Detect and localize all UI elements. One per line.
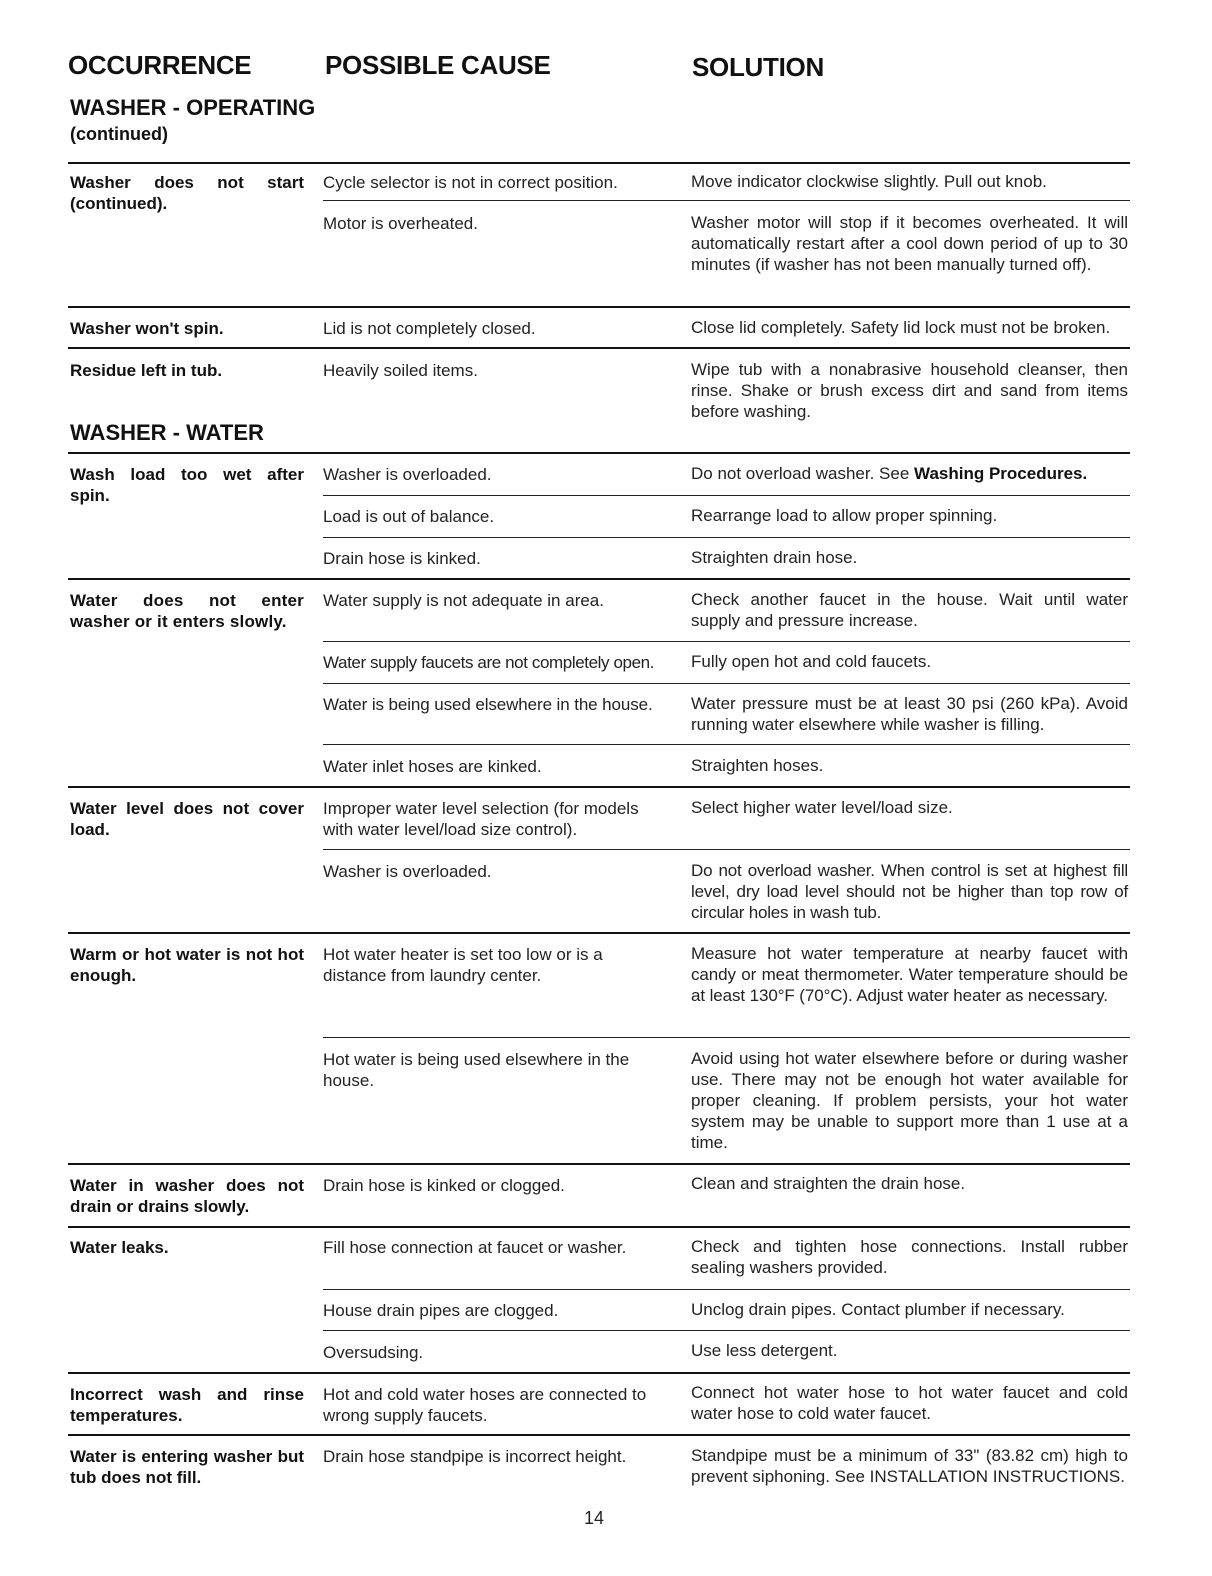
solution-avoid-hot-water: Avoid using hot water elsewhere before or during washer use. There may not be enough hot water available for proper cleaning. If problem persists, your hot water system may be unable to support more than 1 use at a time. — [691, 1049, 1128, 1152]
solution-less-detergent: Use less detergent. — [691, 1341, 838, 1360]
washing-procedures-reference: Washing Procedures. — [914, 464, 1088, 483]
occurrence-washer-wont-spin: Washer won't spin. — [70, 319, 224, 338]
occurrence-incorrect-temperatures: Incorrect wash and rinse temperatures. — [70, 1385, 304, 1425]
cause-drain-pipes-clogged: House drain pipes are clogged. — [323, 1301, 559, 1320]
row-divider — [68, 347, 1130, 349]
row-divider — [323, 1037, 1130, 1038]
cause-oversudsing: Oversudsing. — [323, 1343, 424, 1362]
occurrence-water-leaks: Water leaks. — [70, 1238, 169, 1257]
cause-cycle-selector: Cycle selector is not in correct position. — [323, 173, 618, 192]
cause-improper-level-selection: Improper water level selection (for models with water level/load size control). — [323, 799, 639, 839]
solution-check-faucet: Check another faucet in the house. Wait until water supply and pressure increase. — [691, 590, 1128, 630]
section-title-water: WASHER - WATER — [70, 420, 264, 445]
solution-higher-level: Select higher water level/load size. — [691, 798, 953, 817]
row-divider — [68, 786, 1130, 788]
occurrence-water-level-low: Water level does not cover load. — [70, 799, 304, 839]
solution-close-lid: Close lid completely. Safety lid lock must not be broken. — [691, 318, 1111, 337]
cause-out-of-balance: Load is out of balance. — [323, 507, 495, 526]
row-divider — [68, 932, 1130, 934]
row-divider — [68, 1372, 1130, 1374]
row-divider — [323, 1330, 1130, 1331]
row-divider — [323, 1289, 1130, 1290]
solution-rearrange-load: Rearrange load to allow proper spinning. — [691, 506, 998, 525]
cause-fill-hose-connection: Fill hose connection at faucet or washer. — [323, 1238, 627, 1257]
solution-move-indicator: Move indicator clockwise slightly. Pull out knob. — [691, 172, 1047, 191]
cause-hoses-wrong-faucets: Hot and cold water hoses are connected to wrong supply faucets. — [323, 1385, 647, 1425]
row-divider — [68, 452, 1130, 454]
solution-connect-hoses: Connect hot water hose to hot water faucet and cold water hose to cold water faucet. — [691, 1383, 1128, 1423]
solution-unclog-pipes: Unclog drain pipes. Contact plumber if necessary. — [691, 1300, 1065, 1319]
row-divider — [323, 641, 1130, 642]
row-divider — [323, 200, 1130, 201]
row-divider — [323, 683, 1130, 684]
section-subtitle-continued: (continued) — [70, 124, 168, 144]
section-title-operating: WASHER - OPERATING — [70, 95, 316, 120]
solution-tighten-connections: Check and tighten hose connections. Install rubber sealing washers provided. — [691, 1237, 1128, 1277]
occurrence-water-not-hot: Warm or hot water is not hot enough. — [70, 945, 304, 985]
cause-hot-water-used-elsewhere: Hot water is being used elsewhere in the house. — [323, 1050, 630, 1090]
cause-standpipe-height: Drain hose standpipe is incorrect height. — [323, 1447, 627, 1466]
header-possible-cause: POSSIBLE CAUSE — [325, 50, 551, 80]
solution-open-faucets: Fully open hot and cold faucets. — [691, 652, 932, 671]
row-divider — [68, 1163, 1130, 1165]
occurrence-tub-does-not-fill: Water is entering washer but tub does not fill. — [70, 1447, 304, 1487]
row-divider — [68, 162, 1130, 164]
occurrence-washer-does-not-start: Washer does not start (continued). — [70, 173, 304, 213]
occurrence-load-too-wet: Wash load too wet after spin. — [70, 465, 304, 505]
solution-motor-restart: Washer motor will stop if it becomes overheated. It will automatically restart after a cool down period of up to 30 minutes (if washer has not been manually turned off). — [691, 213, 1128, 274]
cause-lid-not-closed: Lid is not completely closed. — [323, 319, 536, 338]
row-divider — [68, 306, 1130, 308]
row-divider — [323, 849, 1130, 850]
solution-water-pressure: Water pressure must be at least 30 psi (260 kPa). Avoid running water elsewhere while washer is filling. — [691, 694, 1128, 734]
cause-water-supply-inadequate: Water supply is not adequate in area. — [323, 591, 604, 610]
cause-heavily-soiled: Heavily soiled items. — [323, 361, 478, 380]
cause-faucets-not-open: Water supply faucets are not completely open. — [323, 653, 654, 672]
solution-standpipe-minimum: Standpipe must be a minimum of 33" (83.82 cm) high to prevent siphoning. See INSTALLATION INSTRUCTIONS. — [691, 1446, 1128, 1486]
header-occurrence: OCCURRENCE — [68, 50, 252, 80]
cause-washer-overloaded: Washer is overloaded. — [323, 465, 492, 484]
occurrence-residue-left: Residue left in tub. — [70, 361, 223, 380]
occurrence-does-not-drain: Water in washer does not drain or drains slowly. — [70, 1176, 304, 1216]
cause-water-used-elsewhere: Water is being used elsewhere in the house. — [323, 695, 653, 714]
cause-drain-hose-kinked: Drain hose is kinked. — [323, 549, 481, 568]
header-solution: SOLUTION — [692, 52, 824, 82]
solution-straighten-hoses: Straighten hoses. — [691, 756, 824, 775]
row-divider — [68, 578, 1130, 580]
cause-washer-overloaded-2: Washer is overloaded. — [323, 862, 492, 881]
solution-clean-drain-hose: Clean and straighten the drain hose. — [691, 1174, 966, 1193]
solution-straighten-drain-hose: Straighten drain hose. — [691, 548, 858, 567]
occurrence-water-does-not-enter: Water does not enter washer or it enters slowly. — [70, 591, 304, 631]
cause-motor-overheated: Motor is overheated. — [323, 214, 478, 233]
page-number: 14 — [584, 1508, 605, 1528]
solution-measure-temperature: Measure hot water temperature at nearby faucet with candy or meat thermometer. Water temperature should be at least 130°F (70°C). Adjust water heater as necessary. — [691, 944, 1128, 1005]
solution-do-not-overload — [691, 463, 1128, 484]
cause-drain-hose-clogged: Drain hose is kinked or clogged. — [323, 1176, 565, 1195]
row-divider — [323, 744, 1130, 745]
cause-inlet-hoses-kinked: Water inlet hoses are kinked. — [323, 757, 542, 776]
row-divider — [323, 495, 1130, 496]
cause-heater-set-low: Hot water heater is set too low or is a distance from laundry center. — [323, 945, 603, 985]
row-divider — [68, 1434, 1130, 1436]
solution-do-not-overload-fill: Do not overload washer. When control is set at highest fill level, dry load level should not be higher than top row of circular holes in wash tub. — [691, 861, 1128, 922]
row-divider — [68, 1226, 1130, 1228]
solution-wipe-tub: Wipe tub with a nonabrasive household cleanser, then rinse. Shake or brush excess dirt and sand from items before washing. — [691, 360, 1128, 421]
row-divider — [323, 537, 1130, 538]
solution-text: Do not overload washer. See — [691, 464, 915, 483]
